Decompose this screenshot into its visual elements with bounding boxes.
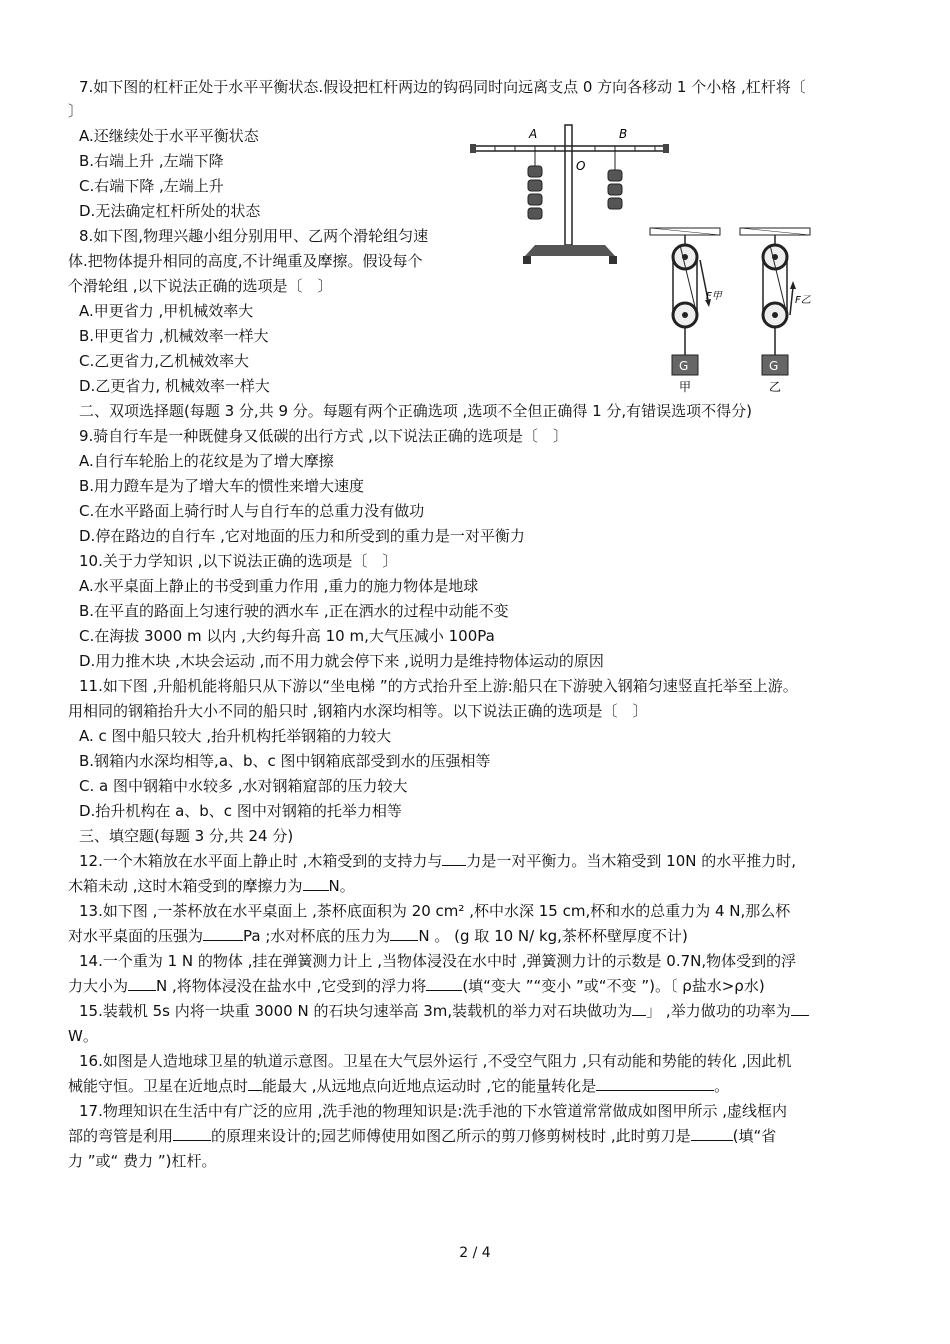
q16-blank-1[interactable] bbox=[248, 1076, 262, 1091]
q17-text-2a: 部的弯管是利用 bbox=[68, 1127, 174, 1145]
q7-option-a: A.还继续处于水平平衡状态 bbox=[79, 127, 259, 145]
pulley-figure bbox=[648, 225, 858, 400]
q8-option-d: D.乙更省力, 机械效率一样大 bbox=[79, 377, 270, 395]
q17-blank-1[interactable] bbox=[173, 1126, 211, 1141]
pulley-force-label-left: F甲 bbox=[706, 291, 722, 302]
q11-option-c: C. a 图中钢箱中水较多 ,水对钢箱窟部的压力较大 bbox=[79, 777, 408, 795]
lever-figure bbox=[465, 120, 675, 270]
pulley-caption-yi: 乙 bbox=[769, 380, 782, 394]
q16-line1: 16.如图是人造地球卫星的轨道示意图。卫星在大气层外运行 ,不受空气阻力 ,只有动能和势能的转化 ,因此机 bbox=[79, 1052, 792, 1070]
q12-text-2b: N。 bbox=[328, 877, 355, 895]
q8-stem-line2: 体.把物体提升相同的高度,不计绳重及摩擦。假设每个 bbox=[68, 252, 423, 270]
q10-option-b: B.在平直的路面上匀速行驶的洒水车 ,正在洒水的过程中动能不变 bbox=[79, 602, 509, 620]
q10-stem: 10.关于力学知识 ,以下说法正确的选项是〔 〕 bbox=[79, 552, 398, 570]
lever-label-b: B bbox=[619, 127, 628, 141]
q8-stem-line3: 个滑轮组 ,以下说法正确的选项是〔 〕 bbox=[68, 277, 333, 295]
q12-text-2a: 木箱未动 ,这时木箱受到的摩擦力为 bbox=[68, 877, 303, 895]
q9-option-b: B.用力蹬车是为了增大车的惯性来增大速度 bbox=[79, 477, 365, 495]
q8-option-c: C.乙更省力,乙机械效率大 bbox=[79, 352, 250, 370]
q16-text-2c: 。 bbox=[714, 1077, 730, 1095]
pulley-force-label-right: F乙 bbox=[795, 295, 811, 306]
q13-text-2c: N 。 (g 取 10 N/ kg,茶杯杯壁厚度不计) bbox=[418, 927, 688, 945]
q11-stem-line2: 用相同的钢箱抬升大小不同的船只时 ,钢箱内水深均相等。以下说法正确的选项是〔 〕 bbox=[68, 702, 648, 720]
q15-text-1b: 」 ,举力做功的功率为 bbox=[646, 1002, 791, 1020]
q12-line1 bbox=[79, 851, 796, 871]
q11-option-b: B.钢箱内水深均相等,a、b、c 图中钢箱底部受到水的压强相等 bbox=[79, 752, 491, 770]
q17-text-2b: 的原理来设计的;园艺师傅使用如图乙所示的剪刀修剪树枝时 ,此时剪刀是 bbox=[211, 1127, 691, 1145]
q15-blank-1[interactable] bbox=[632, 1001, 646, 1016]
q7-option-b: B.右端上升 ,左端下降 bbox=[79, 152, 224, 170]
q14-text-2b: N ,将物体浸没在盐水中 ,它受到的浮力将 bbox=[156, 977, 427, 995]
q12-line2 bbox=[68, 876, 355, 896]
q17-line1: 17.物理知识在生活中有广泛的应用 ,洗手池的物理知识是:洗手池的下水管道常常做成如图甲所示 ,虚线框内 bbox=[79, 1102, 787, 1120]
q10-option-d: D.用力推木块 ,木块会运动 ,而不用力就会停下来 ,说明力是维持物体运动的原因 bbox=[79, 652, 604, 670]
q10-option-a: A.水平桌面上静止的书受到重力作用 ,重力的施力物体是地球 bbox=[79, 577, 479, 595]
q9-stem: 9.骑自行车是一种既健身又低碳的出行方式 ,以下说法正确的选项是〔 〕 bbox=[79, 427, 568, 445]
q14-text-2a: 力大小为 bbox=[68, 977, 129, 995]
q9-option-a: A.自行车轮胎上的花纹是为了增大摩擦 bbox=[79, 452, 334, 470]
section-3-heading: 三、填空题(每题 3 分,共 24 分) bbox=[79, 827, 294, 845]
q7-option-d: D.无法确定杠杆所处的状态 bbox=[79, 202, 261, 220]
section-2-heading: 二、双项选择题(每题 3 分,共 9 分。每题有两个正确选项 ,选项不全但正确得 1 分,有错误选项不得分) bbox=[79, 402, 753, 420]
q12-blank-2[interactable] bbox=[303, 876, 329, 891]
q17-line2 bbox=[68, 1126, 776, 1146]
q15-line1 bbox=[79, 1001, 809, 1021]
q8-option-a: A.甲更省力 ,甲机械效率大 bbox=[79, 302, 254, 320]
q14-line1: 14.一个重为 1 N 的物体 ,挂在弹簧测力计上 ,当物体浸没在水中时 ,弹簧测力计的示数是 0.7N,物体受到的浮 bbox=[79, 952, 797, 970]
q9-option-d: D.停在路边的自行车 ,它对地面的压力和所受到的重力是一对平衡力 bbox=[79, 527, 525, 545]
lever-label-a: A bbox=[529, 127, 538, 141]
q7-stem-line2: 〕 bbox=[68, 102, 84, 120]
q13-text-2b: Pa ;水对杯底的压力为 bbox=[243, 927, 391, 945]
q12-blank-1[interactable] bbox=[442, 851, 466, 866]
pulley-weight-label-right: G bbox=[769, 359, 779, 373]
q10-option-c: C.在海拔 3000 m 以内 ,大约每升高 10 m,大气压减小 100Pa bbox=[79, 627, 495, 645]
q13-blank-1[interactable] bbox=[203, 926, 243, 941]
lever-label-o: O bbox=[576, 159, 586, 173]
q8-option-b: B.甲更省力 ,机械效率一样大 bbox=[79, 327, 269, 345]
q7-stem-line1: 7.如下图的杠杆正处于水平平衡状态.假设把杠杆两边的钩码同时向远离支点 0 方向各移动 1 个小格 ,杠杆将〔 bbox=[79, 78, 806, 96]
q16-blank-2[interactable] bbox=[596, 1076, 714, 1091]
q17-blank-2[interactable] bbox=[691, 1126, 733, 1141]
q13-line1: 13.如下图 ,一茶杯放在水平桌面上 ,茶杯底面积为 20 cm² ,杯中水深 15 cm,杯和水的总重力为 4 N,那么杯 bbox=[79, 902, 791, 920]
q7-option-c: C.右端下降 ,左端上升 bbox=[79, 177, 224, 195]
q13-line2 bbox=[68, 926, 688, 946]
q14-blank-1[interactable] bbox=[128, 976, 156, 991]
q14-blank-2[interactable] bbox=[426, 976, 462, 991]
q16-text-2a: 械能守恒。卫星在近地点时 bbox=[68, 1077, 249, 1095]
q14-line2 bbox=[68, 976, 765, 996]
q11-stem-line1: 11.如下图 ,升船机能将船只从下游以“坐电梯 ”的方式抬升至上游:船只在下游驶入钢箱匀速竖直托举至上游。 bbox=[79, 677, 798, 695]
q15-text-1a: 15.装载机 5s 内将一块重 3000 N 的石块匀速举高 3m,装载机的举力对石块做功为 bbox=[79, 1002, 633, 1020]
q17-line3: 力 ”或“ 费力 ”)杠杆。 bbox=[68, 1152, 217, 1170]
q13-blank-2[interactable] bbox=[390, 926, 418, 941]
q11-option-a: A. c 图中船只较大 ,抬升机构托举钢箱的力较大 bbox=[79, 727, 392, 745]
pulley-caption-jia: 甲 bbox=[679, 380, 692, 394]
q12-text-1b: 力是一对平衡力。当木箱受到 10N 的水平推力时, bbox=[466, 852, 797, 870]
q16-line2 bbox=[68, 1076, 729, 1096]
q12-text-1a: 12.一个木箱放在水平面上静止时 ,木箱受到的支持力与 bbox=[79, 852, 443, 870]
pulley-weight-label-left: G bbox=[679, 359, 689, 373]
q14-text-2c: (填“变大 ”“变小 ”或“不变 ”)。〔 ρ盐水>ρ水) bbox=[462, 977, 765, 995]
q16-text-2b: 能最大 ,从远地点向近地点运动时 ,它的能量转化是 bbox=[262, 1077, 597, 1095]
page-number: 2 / 4 bbox=[459, 1245, 491, 1261]
q11-option-d: D.抬升机构在 a、b、c 图中对钢箱的托举力相等 bbox=[79, 802, 402, 820]
q17-text-2c: (填“省 bbox=[732, 1127, 777, 1145]
q15-line2: W。 bbox=[68, 1027, 98, 1045]
q15-blank-2[interactable] bbox=[791, 1001, 809, 1016]
q8-stem-line1: 8.如下图,物理兴趣小组分别用甲、乙两个滑轮组匀速 bbox=[79, 227, 429, 245]
q9-option-c: C.在水平路面上骑行时人与自行车的总重力没有做功 bbox=[79, 502, 425, 520]
q13-text-2a: 对水平桌面的压强为 bbox=[68, 927, 204, 945]
